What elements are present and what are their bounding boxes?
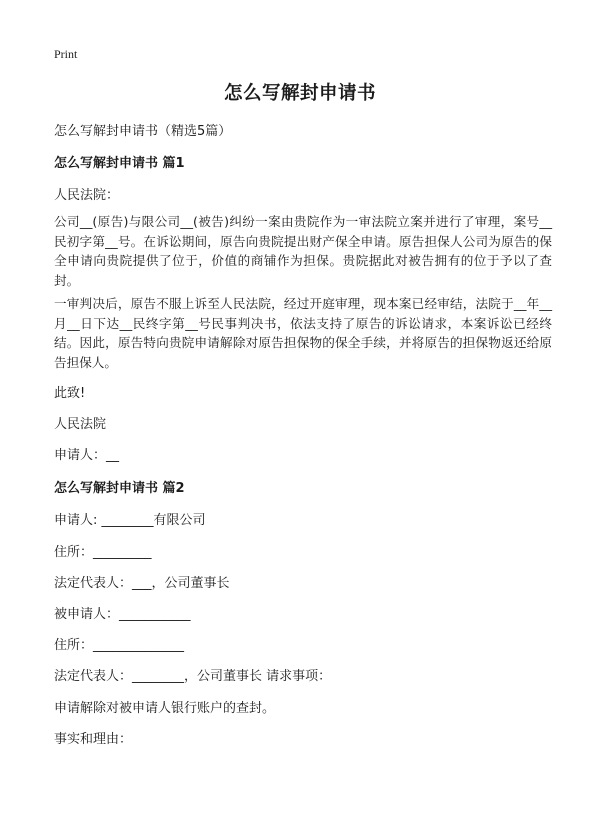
- closing-salute: 此致!: [54, 386, 86, 401]
- legal-representative-line-2: 法定代表人：________，公司董事长 请求事项：: [54, 669, 332, 684]
- print-link[interactable]: Print: [54, 47, 78, 61]
- court-name: 人民法院: [54, 417, 107, 432]
- paragraph-case-background: 公司__(原告)与限公司__(被告)纠纷一案由贵院作为一审法院立案并进行了审理，案号__民初字第__号。在诉讼期间，原告向贵院提出财产保全申请。原告担保人公司为原告的保全申请向贵院提供了位于，价值的商铺作为担保。贵院据此对被告拥有的位于予以了查封。: [54, 214, 552, 288]
- applicant-line: 申请人: ________有限公司: [54, 513, 206, 528]
- facts-and-reasons-label: 事实和理由：: [54, 732, 133, 747]
- salutation: 人民法院：: [54, 188, 120, 203]
- address-line-2: 住所：______________: [54, 638, 185, 653]
- request-item: 申请解除对被申请人银行账户的查封。: [54, 701, 276, 716]
- legal-representative-line-1: 法定代表人：___，公司董事长: [54, 576, 230, 591]
- section-heading-1: 怎么写解封申请书 篇1: [54, 156, 185, 171]
- applicant-signature: 申请人：__: [54, 448, 120, 463]
- document-subtitle: 怎么写解封申请书（精选5篇）: [54, 124, 232, 139]
- page-title: 怎么写解封申请书: [223, 83, 376, 104]
- address-line-1: 住所：_________: [54, 545, 152, 560]
- paragraph-judgment: 一审判决后，原告不服上诉至人民法院，经过开庭审理，现本案已经审结，法院于__年__月__日下达__民终字第__号民事判决书，依法支持了原告的诉讼请求，本案诉讼已经终结。因此，原告特向贵院申请解除对原告担保物的保全手续，并将原告的担保物返还给原告担保人。: [54, 296, 552, 370]
- section-heading-2: 怎么写解封申请书 篇2: [54, 481, 185, 496]
- respondent-line: 被申请人：___________: [54, 607, 191, 622]
